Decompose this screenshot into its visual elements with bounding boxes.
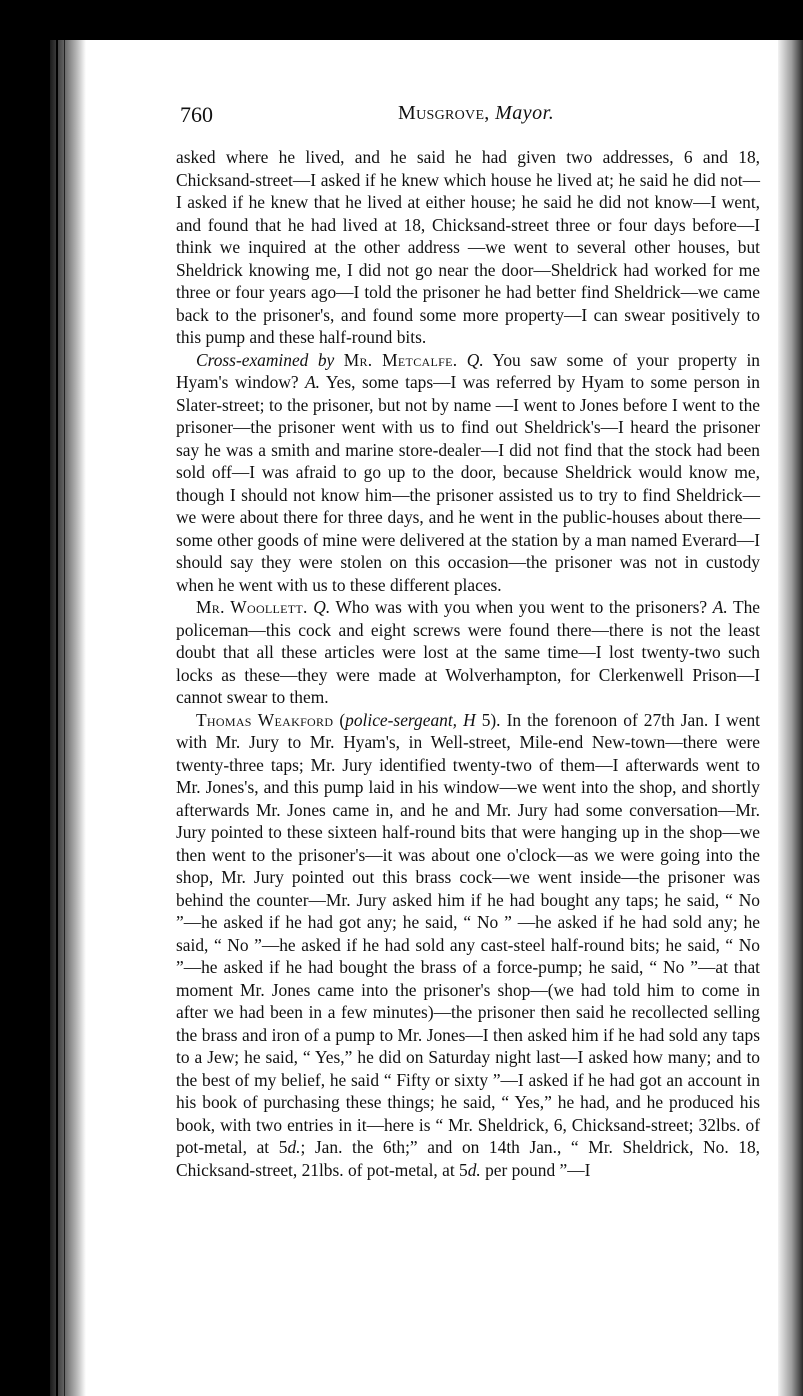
running-head-name: Musgrove, xyxy=(398,102,490,124)
paragraph-3 xyxy=(176,596,760,709)
running-head xyxy=(398,102,554,125)
text-segment: 5). In the forenoon of 27th Jan. I went with Mr. Jury to Mr. Hyam's, in Well-street, Mile-end New-town—there were twenty-three taps; Mr. Jury identified twenty-two of them—I afterwards went to Mr. Jones's, and this pump laid in his window—we went into the shop, and shortly afterwards Mr. Jones came in, and he and Mr. Jury had some conversation—Mr. Jury pointed to these sixteen half-round bits that were hanging up in the shop—we then went to the prisoner's—it was about one o'clock—as we were going into the shop, Mr. Jury pointed out this brass cock—we went inside—the prisoner was behind the counter—Mr. Jury asked him if he had bought any taps; he said, “ No ”—he asked if he had got any; he said, “ No ” —he asked if he had sold any; he said, “ No ”—he asked if he had sold any cast-steel half-round bits; he said, “ No ”—he asked if he had bought the brass of a force-pump; he said, “ No ”—at that moment Mr. Jones came into the prisoner's shop—(we had told him to come in after we had been in a few minutes)—the prisoner then said he recollected selling the brass and iron of a pump to Mr. Jones—I then asked him if he had sold any taps to a Jew; he said, “ Yes,” he did on Saturday night last—I asked how many; and to the best of my belief, he said “ Fifty or sixty ”—I asked if he had got an account in his book of purchasing these things; he said, “ Yes,” he had, and he produced his book, with two entries in it—here is “ Mr. Sheldrick, 6, Chicksand-street; 32lbs. of pot-metal, at 5 xyxy=(176,709,760,1157)
text-segment: Who was with you when you went to the prisoners? xyxy=(330,597,713,617)
witness-name: Thomas Weakford xyxy=(196,709,334,730)
text-segment: per pound ”—I xyxy=(480,1159,591,1180)
text-segment: ; Jan. the 6th;” and on 14th Jan., “ Mr. Sheldrick, No. 18, Chicksand-street, 21lbs. of pot-metal, at 5 xyxy=(176,1137,761,1180)
witness-role: police-sergeant, H xyxy=(345,709,476,730)
page-number: 760 xyxy=(180,102,213,127)
text-segment: Cross-examined by xyxy=(196,349,344,370)
speaker-name: Mr. Woollett. xyxy=(196,597,308,617)
speaker-name: Mr. Metcalfe. xyxy=(343,349,458,370)
paragraph-4 xyxy=(176,709,760,1182)
text-segment: Yes, some taps—I was referred by Hyam to some person in Slater-street; to the prisoner, but not by name —I went to Jones before I went to the prisoner—the prisoner went with us to find out Sheldrick's—I heard the prisoner say he was a smith and marine store-dealer—I did not find that the stock had been sold off—I was afraid to go up to the door, because Sheldrick would know me, though I should not know him—the prisoner assisted us to try to find Sheldrick—we were about there for three days, and he went in the public-houses about there—some other goods of mine were delivered at the station by a man named Everard—I should say they were stolen on this occasion—the prisoner was not in custody when he went with us to these different places. xyxy=(176,372,760,595)
text-segment: asked where he lived, and he said he had given two addresses, 6 and 18, Chicksand-street—I asked if he knew which house he lived at; he said he did not—I asked if he knew that he lived at either house; he said he did not know—I went, and found that he had lived at 18, Chicksand-street three or four days before—I think we inquired at the other address —we went to several other houses, but Sheldrick knowing me, I did not go near the door—Sheldrick had worked for me three or four years ago—I told the prisoner he had better find Sheldrick—we came back to the prisoner's, and found some more property—I can swear positively to this pump and these half-round bits. xyxy=(176,147,760,347)
question-marker: Q. xyxy=(313,597,331,617)
book-spine-gutter xyxy=(50,40,86,1396)
page-right-edge-shadow xyxy=(778,40,803,1396)
text-segment: The policeman—this cock and eight screws were found there—there is not the least doubt that all these articles were lost at the same time—I lost twenty-two such locks as these—they were made at Wolverhampton, for Clerkenwell Prison—I cannot swear to them. xyxy=(176,597,760,707)
page-header xyxy=(180,102,760,132)
paragraph-1 xyxy=(176,146,760,349)
text-segment: You saw some of your property in Hyam's window? xyxy=(176,349,760,392)
question-marker: Q. xyxy=(466,349,484,370)
paragraph-2 xyxy=(176,349,760,597)
running-head-title: Mayor. xyxy=(495,102,555,124)
answer-marker: A. xyxy=(712,597,728,617)
answer-marker: A. xyxy=(305,372,321,392)
currency-unit: d. xyxy=(287,1137,301,1157)
text-segment xyxy=(457,350,466,370)
body-text xyxy=(176,146,760,1181)
currency-unit: d. xyxy=(467,1159,481,1180)
text-segment: ( xyxy=(333,709,346,730)
